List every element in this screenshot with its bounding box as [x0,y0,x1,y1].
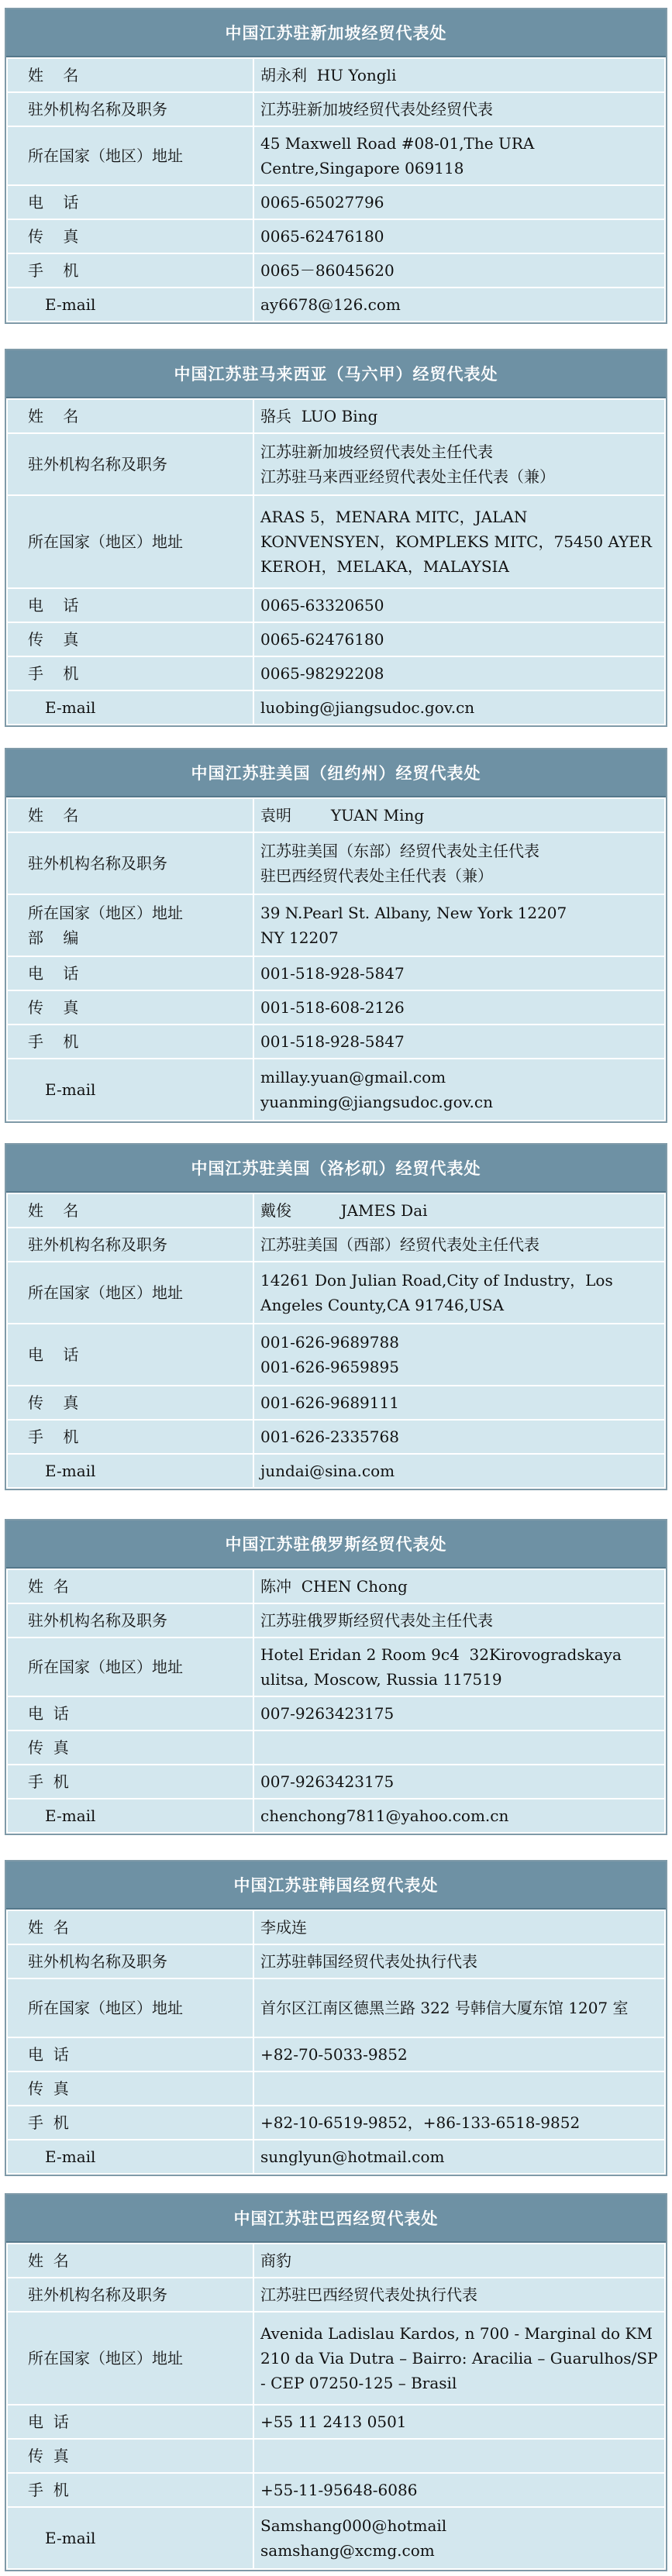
field-value [253,1569,665,1603]
office-title: 中国江苏驻新加坡经贸代表处 [6,9,666,57]
field-value-text: 001-626-9659895 [260,1358,399,1376]
office-title: 中国江苏驻韩国经贸代表处 [6,1861,666,1910]
field-value [253,2244,665,2278]
field-label [7,1569,253,1603]
field-label [7,2312,253,2405]
field-label-text: 所在国家（地区）地址 [28,904,183,922]
field-label-text: 驻外机构名称及职务 [28,1611,167,1630]
field-value-text: 0065-98292208 [260,664,384,683]
table-row [7,1569,665,1603]
office-title: 中国江苏驻美国（纽约州）经贸代表处 [6,749,666,797]
field-value [253,219,665,253]
field-label [7,1799,253,1833]
field-value-text: 李成连 [260,1918,307,1937]
field-label [7,92,253,126]
field-value-text: 江苏驻美国（西部）经贸代表处主任代表 [260,1235,539,1254]
field-label [7,2278,253,2312]
table-row [7,1603,665,1638]
field-label [7,1059,253,1121]
field-value-text: 江苏驻新加坡经贸代表处主任代表 [260,443,493,461]
field-value [253,399,665,433]
field-label [7,2140,253,2174]
field-label-text: 传 真 [28,630,79,649]
field-label-text: 姓 名 [28,806,79,825]
field-value [253,1193,665,1228]
field-value-text: +55-11-95648-6086 [260,2481,418,2499]
field-value-text: 001-626-2335768 [260,1427,399,1446]
field-value [253,990,665,1025]
table-row [7,1799,665,1833]
field-value-text: 001-518-608-2126 [260,998,405,1017]
field-value [253,1324,665,1386]
field-label [7,990,253,1025]
office-title: 中国江苏驻俄罗斯经贸代表处 [6,1520,666,1569]
field-value [253,92,665,126]
field-label-text: 电 话 [28,193,79,212]
field-label-text: 电 话 [28,2045,69,2064]
field-value [253,1978,665,2037]
field-value-text: 骆兵 LUO Bing [260,407,378,425]
table-row [7,185,665,219]
table-row [7,990,665,1025]
table-row [7,2140,665,2174]
field-value [253,58,665,92]
field-label [7,185,253,219]
field-label [7,126,253,185]
field-label-text: 手 机 [28,2113,69,2132]
field-value [253,1454,665,1488]
field-value [253,2278,665,2312]
field-value-text: 驻巴西经贸代表处主任代表（兼） [260,866,493,885]
field-label-text: 传 真 [28,2079,69,2098]
field-value-text: samshang@xcmg.com [260,2541,435,2560]
field-label [7,2244,253,2278]
field-label-text: 姓 名 [28,1918,69,1937]
field-label [7,2473,253,2507]
table-row [7,1731,665,1765]
table-row [7,1944,665,1978]
table-row [7,253,665,288]
table-row [7,1420,665,1454]
table-row [7,2312,665,2405]
table-row [7,2106,665,2140]
table-row [7,399,665,433]
table-row [7,1386,665,1420]
field-label [7,1324,253,1386]
field-label [7,2071,253,2106]
field-value-text: 商豹 [260,2251,291,2270]
field-value [253,1638,665,1696]
field-value [253,1696,665,1731]
field-label-text: 驻外机构名称及职务 [28,2285,167,2304]
field-label [7,433,253,495]
field-value [253,126,665,185]
office-block [5,1143,667,1490]
field-value [253,1765,665,1799]
field-value [253,1944,665,1978]
field-value-text: sunglyun@hotmail.com [260,2147,445,2166]
field-value-text: 0065-62476180 [260,630,384,649]
field-label [7,219,253,253]
field-label [7,690,253,725]
office-block [5,1860,667,2176]
field-label [7,588,253,622]
field-value-text: Hotel Eridan 2 Room 9c4 32Kirovogradskaya ulitsa, Moscow, Russia 117519 [260,1645,627,1689]
field-value-text: 0065-63320650 [260,596,384,615]
field-value-text: Avenida Ladislau Kardos, n 700 - Marginal do KM 210 da Via Dutra – Bairro: Aracilia – Guarulhos/SP - CEP 07250-125 – Brasil [260,2324,663,2392]
field-label [7,622,253,656]
field-label [7,832,253,894]
field-value-text: 江苏驻新加坡经贸代表处经贸代表 [260,100,493,119]
table-row [7,1978,665,2037]
office-block [5,748,667,1123]
table-row [7,1910,665,1944]
field-label-text: 电 话 [28,596,79,615]
field-value [253,1910,665,1944]
field-value [253,1799,665,1833]
office-title: 中国江苏驻巴西经贸代表处 [6,2195,666,2243]
field-value-text: 007-9263423175 [260,1704,395,1723]
office-info-table [6,398,666,725]
field-label [7,2106,253,2140]
field-value-text: 001-626-9689111 [260,1393,399,1412]
office-info-table [6,2243,666,2570]
table-row [7,2405,665,2439]
field-label-text: 传 真 [28,1738,69,1757]
table-row [7,2071,665,2106]
field-label-text: 姓 名 [28,66,79,84]
field-label-text: 所在国家（地区）地址 [28,2349,183,2368]
field-value-text: ay6678@126.com [260,295,401,314]
field-label-text: 所在国家（地区）地址 [28,532,183,551]
table-row [7,126,665,185]
table-row [7,690,665,725]
field-value-text: 江苏驻马来西亚经贸代表处主任代表（兼） [260,467,555,486]
field-label [7,399,253,433]
field-label-text: E-mail [45,1080,96,1099]
office-block [5,349,667,727]
table-row [7,433,665,495]
table-row [7,956,665,990]
field-value-text: millay.yuan@gmail.com [260,1068,446,1087]
field-value-text: 001-518-928-5847 [260,964,405,983]
table-row [7,798,665,832]
field-label-text: 驻外机构名称及职务 [28,455,167,474]
office-block [5,8,667,324]
field-value-text: +82-10-6519-9852，+86-133-6518-9852 [260,2113,581,2132]
field-value-text: 江苏驻美国（东部）经贸代表处主任代表 [260,842,539,860]
table-row [7,2278,665,2312]
field-label [7,1193,253,1228]
office-info-table [6,797,666,1121]
field-value [253,1420,665,1454]
field-value-text: chenchong7811@yahoo.com.cn [260,1806,509,1825]
table-row [7,2037,665,2071]
field-label [7,495,253,588]
field-value [253,2140,665,2174]
office-block [5,1519,667,1835]
field-value [253,956,665,990]
field-label-text: 传 真 [28,998,79,1017]
table-row [7,2439,665,2473]
field-label-text: 姓 名 [28,1201,79,1220]
field-label [7,894,253,956]
field-value [253,1025,665,1059]
field-label [7,956,253,990]
office-title: 中国江苏驻美国（洛杉矶）经贸代表处 [6,1145,666,1193]
field-label-text: 电 话 [28,1345,79,1364]
field-value [253,495,665,588]
field-label-text: 所在国家（地区）地址 [28,1999,183,2017]
field-label [7,58,253,92]
field-value [253,1386,665,1420]
field-label [7,1765,253,1799]
field-value-text: NY 12207 [260,928,339,947]
field-label [7,1228,253,1262]
table-row [7,1228,665,1262]
field-label [7,2037,253,2071]
field-value [253,1228,665,1262]
field-value [253,690,665,725]
field-label-text: 电 话 [28,2412,69,2431]
field-value-text: luobing@jiangsudoc.gov.cn [260,698,475,717]
field-label [7,1978,253,2037]
field-value-text: 江苏驻韩国经贸代表处执行代表 [260,1952,477,1971]
field-label [7,1262,253,1324]
field-label-text: 手 机 [28,261,79,280]
table-row [7,1765,665,1799]
field-value-text: jundai@sina.com [260,1462,395,1480]
field-value [253,1731,665,1765]
table-row [7,288,665,322]
field-label [7,656,253,690]
field-value [253,185,665,219]
field-label [7,2507,253,2569]
field-value-text: 0065-62476180 [260,227,384,246]
table-row [7,622,665,656]
field-value-text: Samshang000@hotmail [260,2516,447,2535]
field-value [253,1603,665,1638]
table-row [7,656,665,690]
field-label-text: 所在国家（地区）地址 [28,146,183,165]
field-value-text: 胡永利 HU Yongli [260,66,397,84]
table-row [7,894,665,956]
field-value [253,1262,665,1324]
field-value [253,288,665,322]
field-label [7,1696,253,1731]
table-row [7,1638,665,1696]
field-value-text: +82-70-5033-9852 [260,2045,408,2064]
field-value-text: ARAS 5，MENARA MITC，JALAN KONVENSYEN，KOMPLEKS MITC，75450 AYER KEROH，MELAKA，MALAYSIA [260,508,657,576]
table-row [7,588,665,622]
field-label-text: 驻外机构名称及职务 [28,1952,167,1971]
field-value-text: yuanming@jiangsudoc.gov.cn [260,1093,493,1111]
field-label [7,1386,253,1420]
field-label [7,1944,253,1978]
field-label [7,1420,253,1454]
field-label-text: 传 真 [28,227,79,246]
field-value [253,253,665,288]
field-label [7,2405,253,2439]
field-label-text: 手 机 [28,1772,69,1791]
field-label-text: 电 话 [28,1704,69,1723]
field-label [7,2439,253,2473]
field-label-text: E-mail [45,698,96,717]
table-row [7,2244,665,2278]
office-info-table [6,1193,666,1489]
field-label-text: E-mail [45,295,96,314]
table-row [7,58,665,92]
office-info-table [6,1910,666,2175]
field-value [253,2405,665,2439]
field-label-text: 驻外机构名称及职务 [28,1235,167,1254]
field-value-text: 首尔区江南区德黑兰路 322 号韩信大厦东馆 1207 室 [260,1999,629,2017]
table-row [7,92,665,126]
field-value-text: 001-626-9689788 [260,1333,399,1352]
table-row [7,1324,665,1386]
field-value [253,2071,665,2106]
field-value [253,2507,665,2569]
field-value [253,433,665,495]
table-row [7,495,665,588]
field-label-text: E-mail [45,1462,96,1480]
office-block [5,2193,667,2571]
field-label-text: 姓 名 [28,407,79,425]
field-value [253,588,665,622]
field-value-text: 0065－86045620 [260,261,395,280]
table-row [7,1193,665,1228]
field-label-text: 传 真 [28,1393,79,1412]
field-value-text: 陈冲 CHEN Chong [260,1577,408,1596]
field-label [7,1025,253,1059]
field-label-text: 姓 名 [28,1577,69,1596]
field-label-text: 所在国家（地区）地址 [28,1283,183,1302]
field-value [253,894,665,956]
field-label-text: 手 机 [28,1032,79,1051]
table-row [7,1454,665,1488]
field-label-text: 手 机 [28,2481,69,2499]
field-value-text: 戴俊 JAMES Dai [260,1201,428,1220]
table-row [7,2473,665,2507]
field-value [253,2037,665,2071]
field-value-text: 007-9263423175 [260,1772,395,1791]
office-info-table [6,1569,666,1834]
table-row [7,2507,665,2569]
field-value-text: 江苏驻巴西经贸代表处执行代表 [260,2285,477,2304]
office-info-table [6,57,666,322]
field-value [253,622,665,656]
field-label [7,798,253,832]
field-value [253,2106,665,2140]
field-label-text: 传 真 [28,2447,69,2465]
office-title: 中国江苏驻马来西亚（马六甲）经贸代表处 [6,350,666,398]
field-value-text: 袁明 YUAN Ming [260,806,425,825]
field-value [253,832,665,894]
field-value [253,798,665,832]
table-row [7,219,665,253]
field-value [253,1059,665,1121]
field-value [253,2439,665,2473]
field-label-text: 电 话 [28,964,79,983]
table-row [7,1025,665,1059]
field-label-text: 驻外机构名称及职务 [28,854,167,873]
field-label [7,288,253,322]
field-label-text: 手 机 [28,1427,79,1446]
field-label-text: 姓 名 [28,2251,69,2270]
field-value-text: 45 Maxwell Road #08-01,The URA Centre,Singapore 069118 [260,134,539,177]
field-value-text: 001-518-928-5847 [260,1032,405,1051]
field-value [253,656,665,690]
field-value [253,2473,665,2507]
field-label [7,1731,253,1765]
field-value-text: 0065-65027796 [260,193,384,212]
field-label-text: E-mail [45,2529,96,2547]
field-label-text: E-mail [45,1806,96,1825]
field-value-text: +55 11 2413 0501 [260,2412,407,2431]
field-value-text: 江苏驻俄罗斯经贸代表处主任代表 [260,1611,493,1630]
field-label-text: E-mail [45,2147,96,2166]
field-label [7,253,253,288]
field-label-text: 所在国家（地区）地址 [28,1658,183,1676]
field-label-text: 部 编 [28,928,79,947]
field-label-text: 驻外机构名称及职务 [28,100,167,119]
field-value-text: 39 N.Pearl St. Albany, New York 12207 [260,904,567,922]
table-row [7,832,665,894]
field-label [7,1910,253,1944]
table-row [7,1696,665,1731]
field-value-text: 14261 Don Julian Road,City of Industry，Los Angeles County,CA 91746,USA [260,1271,619,1314]
field-label [7,1454,253,1488]
field-label [7,1638,253,1696]
table-row [7,1262,665,1324]
field-value [253,2312,665,2405]
field-label-text: 手 机 [28,664,79,683]
table-row [7,1059,665,1121]
field-label [7,1603,253,1638]
